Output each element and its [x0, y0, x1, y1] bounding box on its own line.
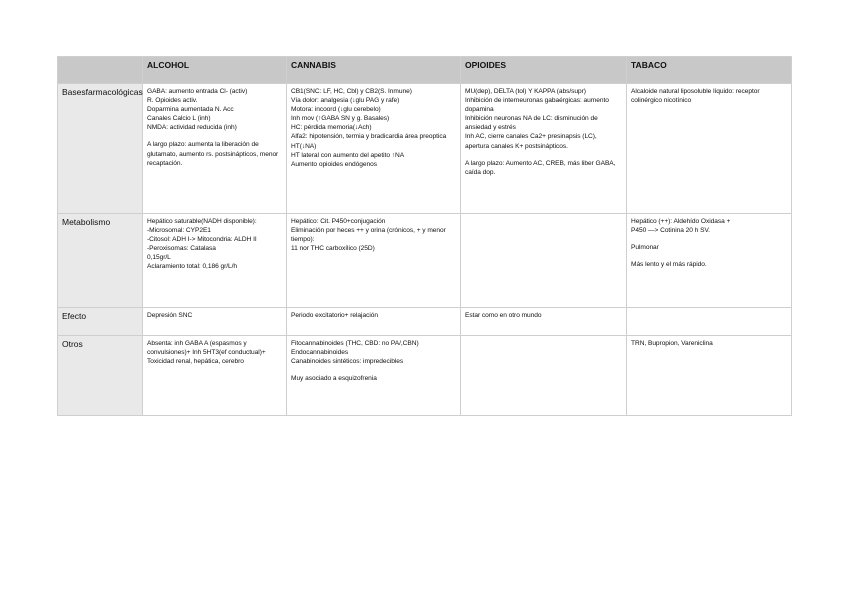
cell-line: GABA: aumento entrada Cl- (activ)	[147, 88, 248, 95]
cell-line: NMDA: actividad reducida (inh)	[147, 124, 237, 132]
cell-alcohol-efecto	[143, 308, 287, 336]
cell-line: Alcaloide natural liposoluble líquido: receptor colinérgico nicotínico	[631, 88, 760, 105]
header-corner	[58, 57, 143, 84]
cell-tabaco-otros	[627, 336, 792, 416]
cell-alcohol-otros	[143, 336, 287, 416]
cell-alcohol-bases	[143, 84, 287, 214]
cell-line: A largo plazo: aumenta la liberación de glutamato, aumento rs. postsinápticos, menor recaptación.	[147, 141, 279, 167]
cell-line: Inhibición neuronas NA de LC: disminución de ansiedad y estrés	[465, 115, 598, 132]
row-metabolismo	[58, 214, 792, 308]
cell-line: Inh mov (↑GABA SN y g. Basales)	[291, 115, 390, 123]
cell-line: Bases	[62, 87, 86, 97]
cell-line: Hepático: Cit. P450+conjugación	[291, 218, 386, 225]
cell-line: farmacológicas	[85, 87, 143, 97]
header-alcohol: ALCOHOL	[143, 57, 287, 84]
cell-opioides-bases	[461, 84, 627, 214]
cell-alcohol-metabolismo	[143, 214, 287, 308]
cell-line: -Microsomal: CYP2E1	[147, 227, 211, 235]
cell-line: Fitocannabinoides (THC, CBD: no PA/,CBN)	[291, 340, 419, 347]
cell-line: -Citosol: ADH I-> Mitocondria: ALDH II	[147, 236, 257, 244]
cell-line: Estar como en otro mundo	[465, 312, 542, 319]
cell-tabaco-metabolismo	[627, 214, 792, 308]
header-cannabis: CANNABIS	[287, 57, 461, 84]
cell-line: 11 nor THC carboxílico (25D)	[291, 245, 375, 253]
blank-line	[631, 235, 787, 243]
blank-line	[147, 132, 282, 140]
cell-line: A largo plazo: Aumento AC, CREB, más liber GABA, caída dop.	[465, 159, 616, 176]
cell-line: R. Opioides activ.	[147, 97, 198, 105]
cell-line: Motora: incoord (↓glu cerebelo)	[291, 106, 381, 114]
cell-line: Depresión SNC	[147, 312, 193, 319]
cell-opioides-efecto	[461, 308, 627, 336]
blank-line	[465, 151, 622, 159]
cell-line: MU(dep), DELTA (tol) Y KAPPA (abs/supr)	[465, 88, 586, 95]
cell-line: Doparmina aumentada N. Acc	[147, 106, 234, 114]
cell-line: Inhibición de interneuronas gabaérgicas: aumento dopamina	[465, 97, 609, 114]
cell-opioides-otros	[461, 336, 627, 416]
cell-line: Más lento y el más rápido.	[631, 261, 707, 269]
cell-cannabis-metabolismo	[287, 214, 461, 308]
cell-line: CB1(SNC: LF, HC, Cbl) y CB2(S. Inmune)	[291, 88, 412, 95]
cell-line: HT lateral con aumento del apetito ↑NA	[291, 151, 405, 159]
cell-tabaco-efecto	[627, 308, 792, 336]
cell-cannabis-bases	[287, 84, 461, 214]
cell-line: Inh AC, cierre canales Ca2+ presinapsis (LC), apertura canales K+ postsinápticos.	[465, 133, 597, 150]
cell-line: Vía dolor: analgesia (↓glu PAG y rafe)	[291, 97, 400, 105]
cell-cannabis-efecto	[287, 308, 461, 336]
cell-line: Otros	[62, 339, 83, 349]
cell-line: Aumento opioides endógenos	[291, 160, 377, 168]
row-label	[58, 308, 143, 336]
cell-line: Eliminación por heces ++ y orina (crónicos, + y menor tiempo):	[291, 227, 446, 244]
blank-line	[291, 366, 456, 374]
cell-cannabis-otros	[287, 336, 461, 416]
row-label	[58, 336, 143, 416]
cell-line: Metabolismo	[62, 217, 111, 227]
blank-line	[631, 252, 787, 260]
cell-opioides-metabolismo	[461, 214, 627, 308]
cell-line: Hepático (++): Aldehído Oxidasa +	[631, 218, 731, 225]
row-efecto	[58, 308, 792, 336]
cell-line: Efecto	[62, 311, 87, 321]
cell-tabaco-bases	[627, 84, 792, 214]
row-otros	[58, 336, 792, 416]
row-bases-farmacologicas	[58, 84, 792, 214]
cell-line: Muy asociado a esquizofrenia	[291, 375, 377, 383]
cell-line: Absenta: inh GABA A (espasmos y convulsiones)+ Inh 5HT3(ef conductual)+ Toxicidad renal, hepática, cerebro	[147, 340, 266, 366]
cell-line: Alfa2: hipotensión, termia y bradicardia área preoptica HT(↓NA)	[291, 133, 447, 150]
header-opioides: OPIOIDES	[461, 57, 627, 84]
header-row	[58, 57, 792, 84]
cell-line: Canales Calcio L (inh)	[147, 115, 211, 123]
cell-line: Canabinoides sintéticos: impredecibles	[291, 358, 404, 366]
row-label	[58, 84, 143, 214]
cell-line: 0,15gr/L	[147, 254, 171, 262]
cell-line: Periodo excitatorio+ relajación	[291, 312, 378, 319]
cell-line: HC: pérdida memoria(↓Ach)	[291, 124, 372, 132]
cell-line: -Peroxisomas: Catalasa	[147, 245, 216, 253]
header-tabaco: TABACO	[627, 57, 792, 84]
cell-line: P450 —> Cotinina 20 h SV.	[631, 227, 710, 235]
cell-line: Aclaramiento total: 0,186 gr/L/h	[147, 263, 238, 271]
drug-comparison-table	[57, 56, 792, 416]
cell-line: TRN, Bupropion, Vareniclina	[631, 340, 713, 347]
cell-line: Hepático saturable(NADH disponible):	[147, 218, 257, 225]
cell-line: Pulmonar	[631, 244, 659, 252]
cell-line: Endocannabinoides	[291, 349, 349, 357]
row-label	[58, 214, 143, 308]
